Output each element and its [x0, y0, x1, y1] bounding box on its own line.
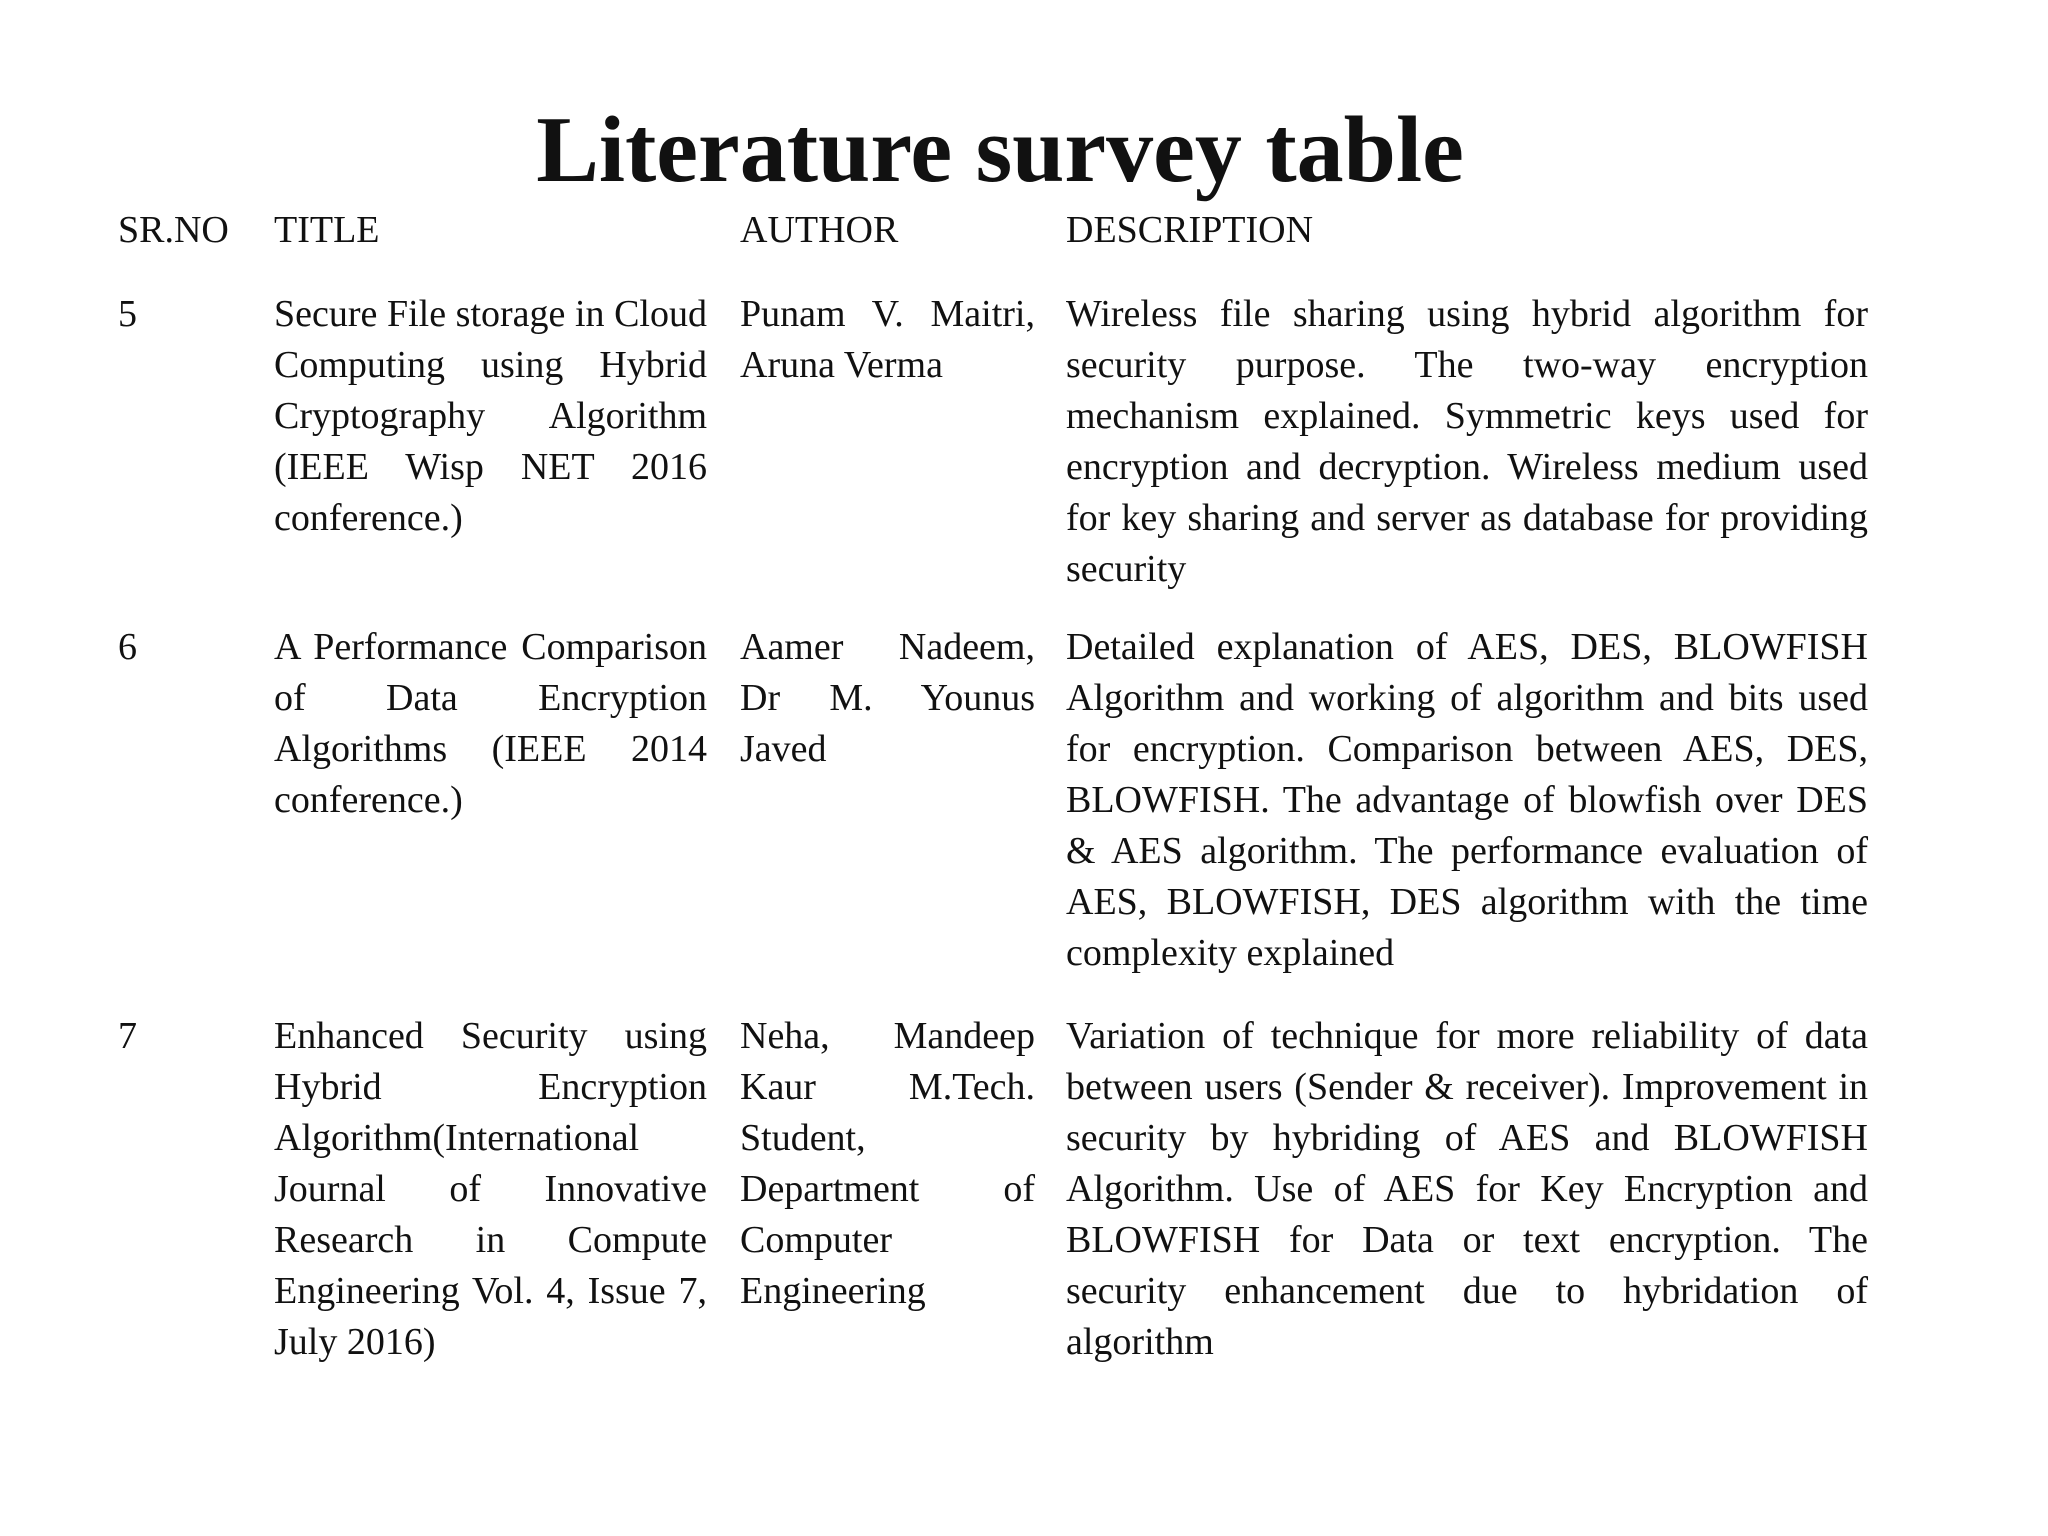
- row-7-sr-no: 7: [118, 1015, 137, 1057]
- row-5-sr-no: 5: [118, 293, 137, 335]
- row-5-description: Wireless file sharing using hybrid algorithm for security purpose. The two-way encryption mechanism explained. Symmetric keys used for encryption and decryption. Wireless medium used for key sharing and server as database for providing security: [1066, 293, 1868, 590]
- header-author: AUTHOR: [740, 209, 899, 251]
- row-5-title: Secure File storage in Cloud Computing using Hybrid Cryptography Algorithm (IEEE Wisp NET 2016 conference.): [274, 293, 707, 539]
- header-title: TITLE: [274, 209, 380, 251]
- row-6-author: Aamer Nadeem, Dr M. Younus Javed: [740, 626, 1035, 770]
- row-7-author: Neha, Mandeep Kaur M.Tech. Student, Department of Computer Engineering: [740, 1015, 1035, 1312]
- row-6-sr-no: 6: [118, 626, 137, 668]
- header-sr-no: SR.NO: [118, 209, 229, 251]
- row-5-author: Punam V. Maitri, Aruna Verma: [740, 293, 1035, 386]
- header-description: DESCRIPTION: [1066, 209, 1314, 251]
- row-7-description: Variation of technique for more reliability of data between users (Sender & receiver). Improvement in security by hybriding of AES and BLOWFISH Algorithm. Use of AES for Key Encryption and BLOWFISH for Data or text encryption. The security enhancement due to hybridation of algorithm: [1066, 1015, 1868, 1363]
- slide-title: Literature survey table: [536, 98, 1464, 202]
- row-7-title: Enhanced Security using Hybrid Encryption Algorithm(International Journal of Innovative Research in Compute Engineering Vol. 4, Issue 7, July 2016): [274, 1015, 707, 1363]
- row-6-description: Detailed explanation of AES, DES, BLOWFISH Algorithm and working of algorithm and bits used for encryption. Comparison between AES, DES, BLOWFISH. The advantage of blowfish over DES & AES algorithm. The performance evaluation of AES, BLOWFISH, DES algorithm with the time complexity explained: [1066, 626, 1868, 974]
- row-6-title: A Performance Comparison of Data Encryption Algorithms (IEEE 2014 conference.): [274, 626, 707, 821]
